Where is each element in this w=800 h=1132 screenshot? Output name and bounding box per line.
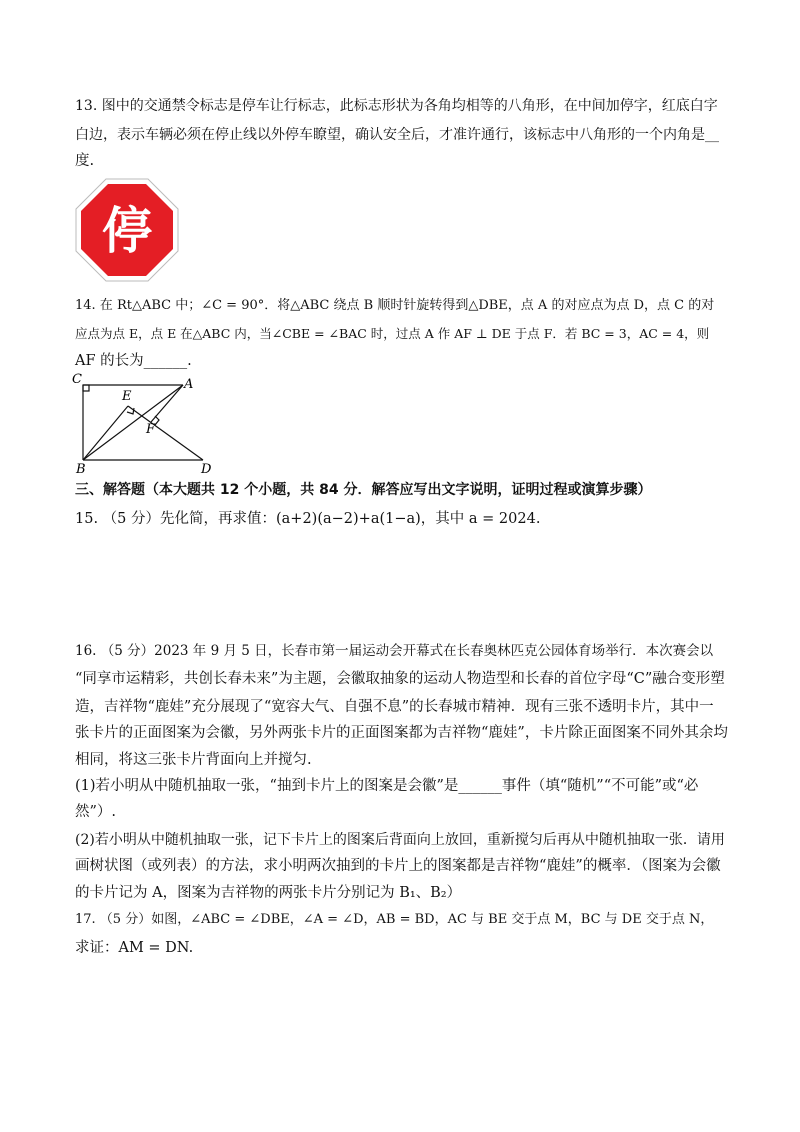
q16-sub1-line-1: (1)若小明从中随机抽取一张，“抽到卡片上的图案是会徽”是______事件（填“随机”“不可能”或“必 — [75, 778, 699, 794]
section-3-heading: 三、解答题（本大题共 12 个小题，共 84 分．解答应写出文字说明，证明过程或演算步骤） — [75, 482, 652, 498]
q14-line-3: AF 的长为______. — [75, 353, 192, 369]
q13-line-1: 13. 图中的交通禁令标志是停车让行标志，此标志形状为各角均相等的八角形，在中间加停字，红底白字 — [75, 98, 718, 114]
fig-label-e: E — [122, 389, 132, 404]
q17-line-2: 求证：AM = DN. — [75, 940, 194, 956]
q16-line-5: 相同，将这三张卡片背面向上并搅匀. — [75, 752, 312, 768]
q15-line-1: 15. （5 分）先化简，再求值：(a+2)(a−2)+a(1−a)，其中 a = 2024. — [75, 511, 541, 527]
q16-line-3: 造，吉祥物“鹿娃”充分展现了“宽容大气、自强不息”的长春城市精神．现有三张不透明卡片，其中一 — [75, 699, 714, 715]
q14-geometry-figure — [68, 370, 218, 476]
fig-label-f: F — [146, 422, 156, 437]
q16-line-1: 16. （5 分）2023 年 9 月 5 日，长春市第一届运动会开幕式在长春奥林匹克公园体育场举行．本次赛会以 — [75, 643, 714, 659]
fig-label-c: C — [72, 372, 82, 387]
q14-line-2: 应点为点 E，点 E 在△ABC 内，当∠CBE = ∠BAC 时，过点 A 作 AF ⊥ DE 于点 F．若 BC = 3，AC = 4，则 — [75, 326, 710, 341]
fig-label-d: D — [201, 462, 212, 476]
stop-sign-char: 停 — [102, 202, 152, 260]
q13-line-3: 度. — [75, 153, 95, 169]
q14-line-1: 14. 在 Rt△ABC 中；∠C = 90°．将△ABC 绕点 B 顺时针旋转得到△DBE，点 A 的对应点为点 D，点 C 的对 — [75, 298, 715, 313]
q16-line-2: “同享市运精彩，共创长春未来”为主题，会徽取抽象的运动人物造型和长春的首位字母“C”融合变形塑 — [75, 671, 725, 687]
q17-line-1: 17. （5 分）如图，∠ABC = ∠DBE，∠A = ∠D，AB = BD，AC 与 BE 交于点 M，BC 与 DE 交于点 N， — [75, 912, 714, 927]
q16-line-4: 张卡片的正面图案为会徽，另外两张卡片的正面图案都为吉祥物“鹿娃”，卡片除正面图案不同外其余均 — [75, 725, 728, 741]
fig-label-a: A — [184, 377, 194, 392]
fig-label-b: B — [76, 462, 86, 476]
q16-sub1-line-2: 然”）. — [75, 804, 117, 820]
q13-line-2: 白边，表示车辆必须在停止线以外停车瞭望，确认安全后，才准许通行，该标志中八角形的一个内角是__ — [75, 127, 719, 143]
q16-sub2-line-3: 的卡片记为 A，图案为吉祥物的两张卡片分别记为 B₁、B₂） — [75, 885, 462, 901]
stop-sign-icon — [75, 178, 179, 282]
q16-sub2-line-1: (2)若小明从中随机抽取一张，记下卡片上的图案后背面向上放回，重新搅匀后再从中随机抽取一张．请用 — [75, 832, 725, 848]
q16-sub2-line-2: 画树状图（或列表）的方法，求小明两次抽到的卡片上的图案都是吉祥物“鹿娃”的概率．（图案为会徽 — [75, 858, 721, 874]
